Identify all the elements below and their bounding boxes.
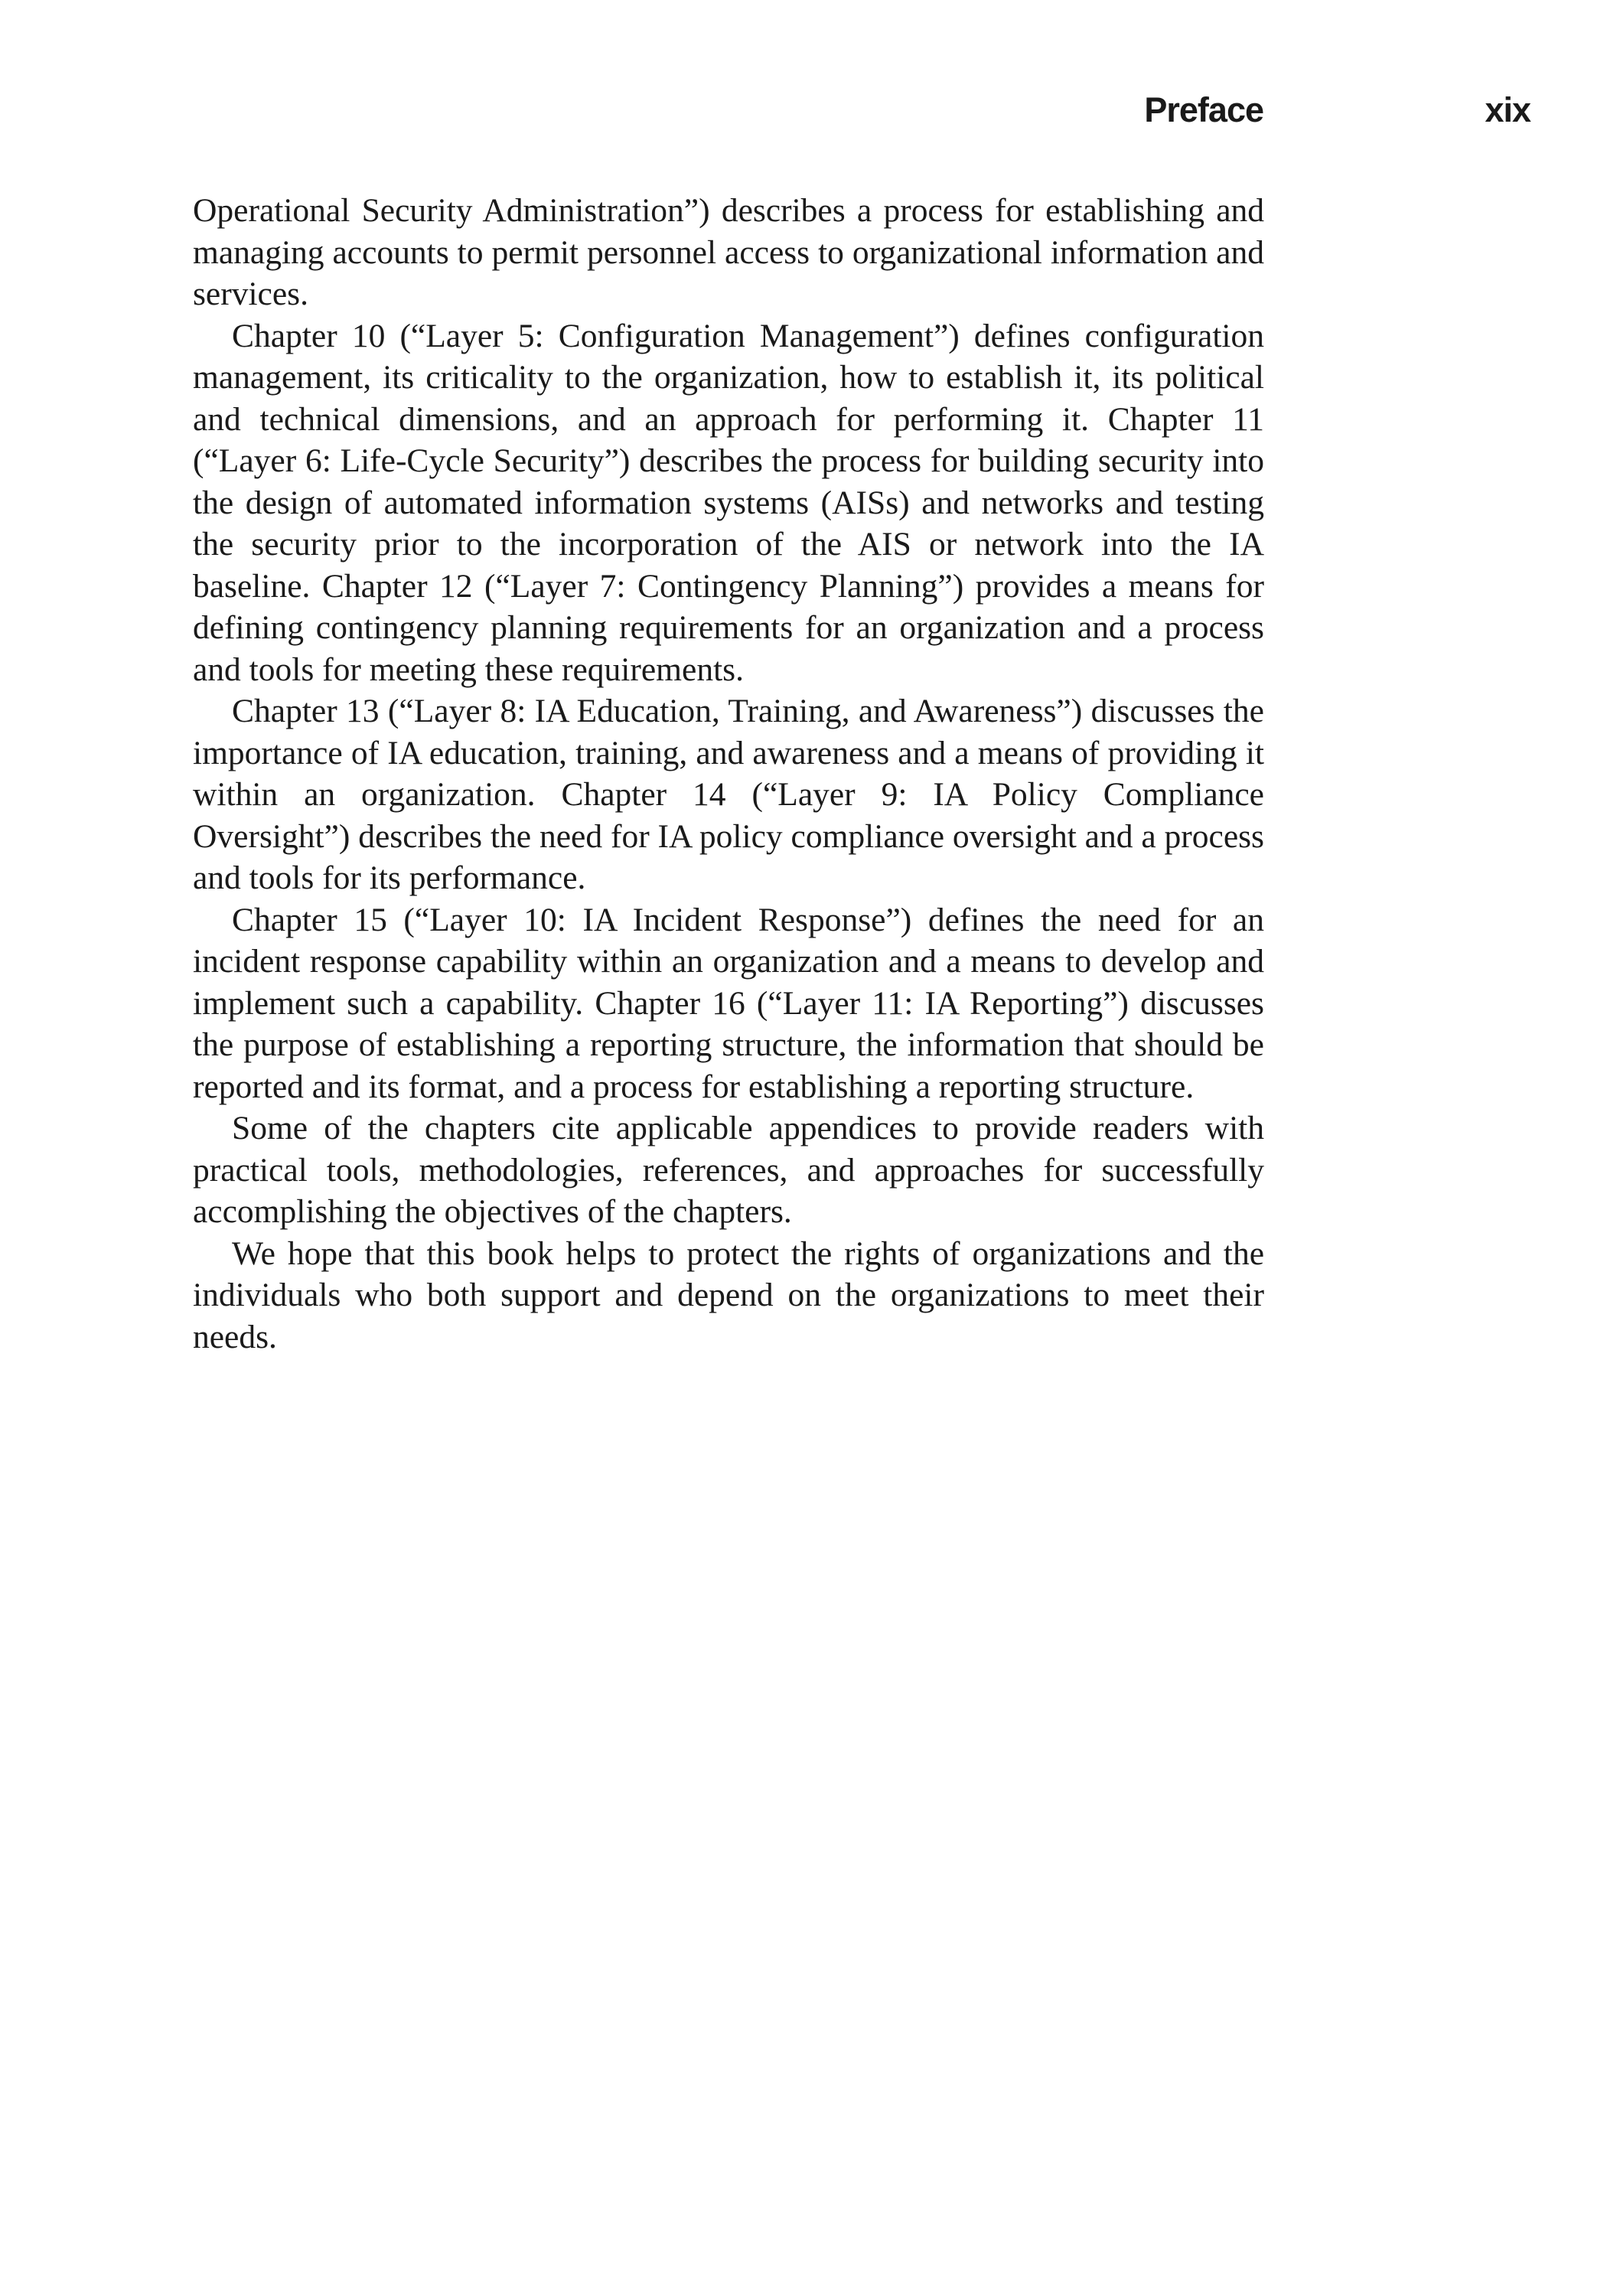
paragraph-chapters-13-14: Chapter 13 (“Layer 8: IA Education, Training, and Awareness”) discusses the importance of IA education, training, and awareness and a means of providing it within an organization. Chapter 14 (“Layer 9: IA Policy Compliance Oversight”) describes the need for IA policy compliance oversight and a process and tools for its performance. — [193, 693, 1264, 896]
paragraph-closing: We hope that this book helps to protect the rights of organizations and the individuals who both support and depend on the organizations to meet their needs. — [193, 1234, 1264, 1355]
paragraph-chapters-10-12: Chapter 10 (“Layer 5: Configuration Management”) defines configuration management, its criticality to the organization, how to establish it, its political and technical dimensions, and an approach for performing it. Chapter 11 (“Layer 6: Life-Cycle Security”) describes the process for building security into the design of automated information systems (AISs) and networks and testing the security prior to the incorporation of the AIS or network into the IA baseline. Chapter 12 (“Layer 7: Contingency Planning”) provides a means for defining contingency planning requirements for an organization and a process and tools for meeting these requirements. — [193, 317, 1264, 688]
paragraph-appendices: Some of the chapters cite applicable appendices to provide readers with practical tools, methodologies, references, and approaches for successfully accomplishing the objectives of the chapters. — [193, 1110, 1264, 1230]
paragraph-continuation: Operational Security Administration”) describes a process for establishing and managing accounts to permit personnel access to organizational information and services. — [193, 192, 1264, 312]
paragraph-chapters-15-16: Chapter 15 (“Layer 10: IA Incident Response”) defines the need for an incident response capability within an organization and a means to develop and implement such a capability. Chapter 16 (“Layer 11: IA Reporting”) discusses the purpose of establishing a reporting structure, the information that should be reported and its format, and a process for establishing a reporting structure. — [193, 901, 1264, 1105]
running-head — [0, 90, 1607, 144]
running-head-section-title: Preface — [1144, 90, 1263, 129]
body-text — [193, 190, 1264, 1358]
page-number: xix — [1485, 90, 1530, 129]
